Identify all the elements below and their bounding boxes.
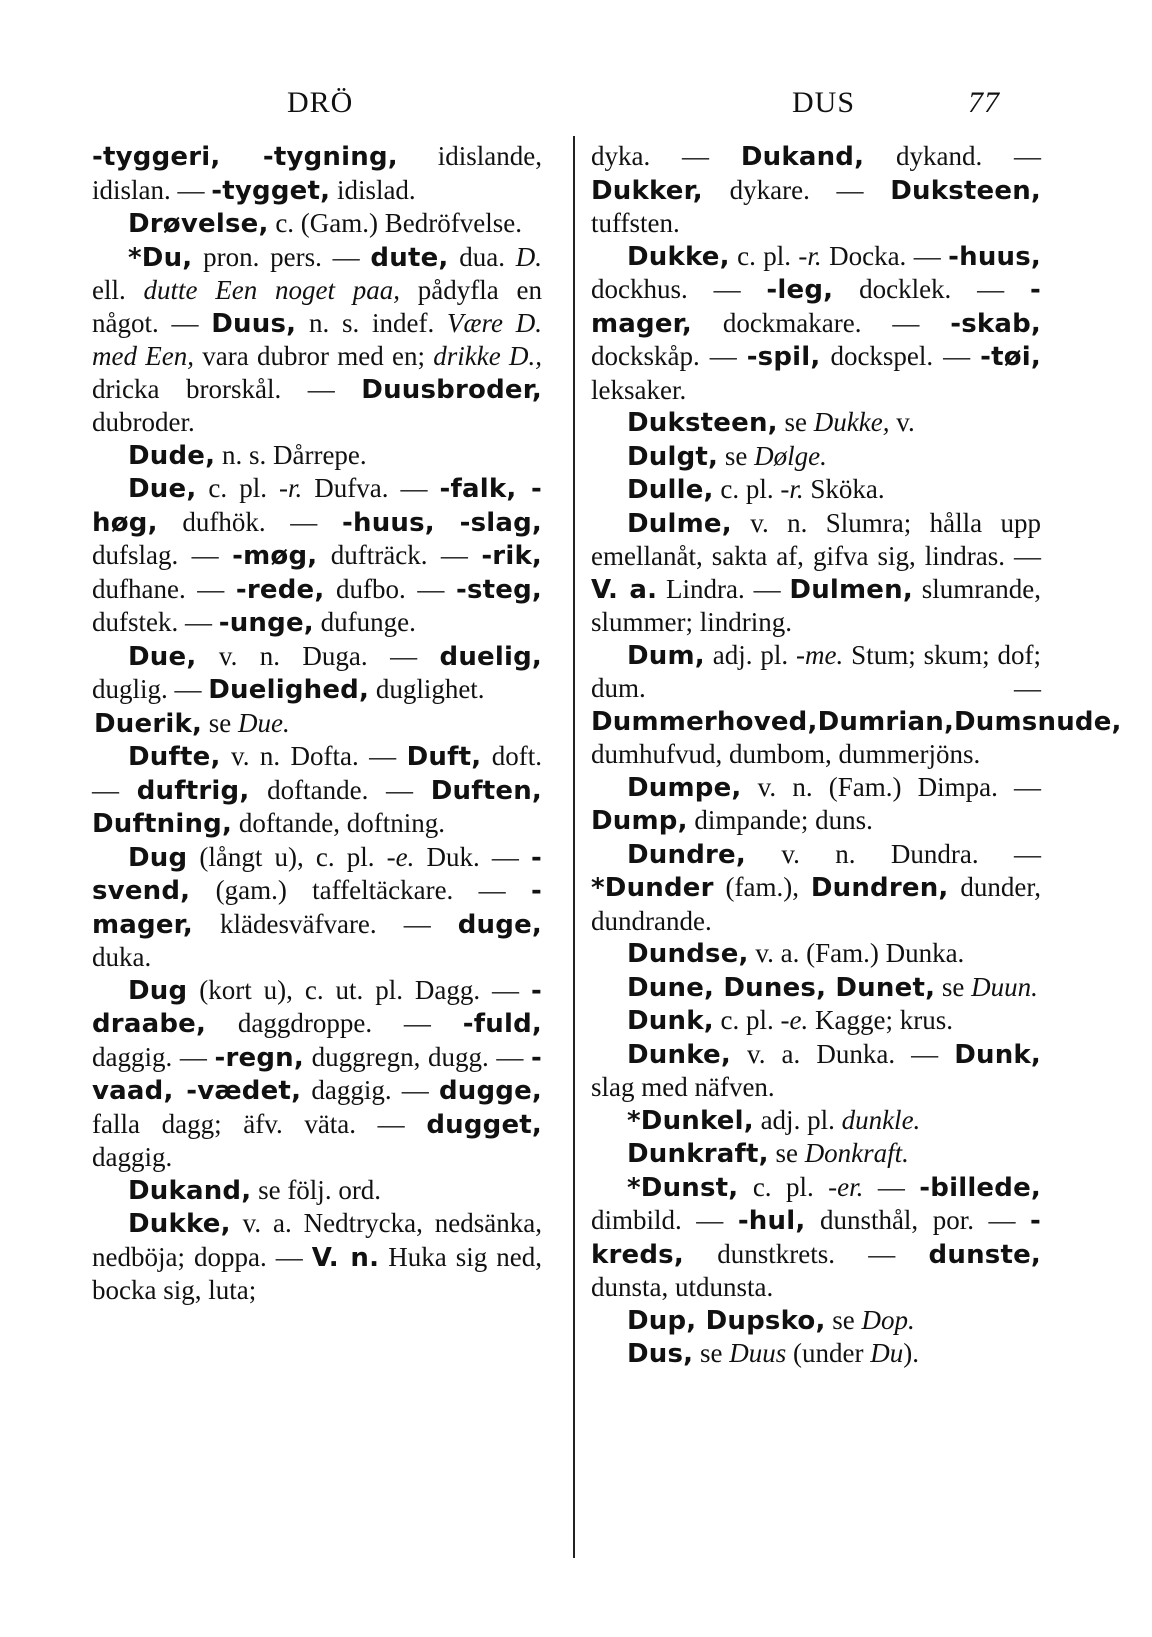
definition-text: se [768, 1138, 805, 1168]
definition-text: se [935, 971, 972, 1002]
definition-text: (fam.), [713, 872, 811, 902]
definition-text: falla dagg; äfv. väta. — [92, 1108, 427, 1139]
definition-text: dunsta, utdunsta. [591, 1272, 774, 1302]
italic-text: Dop. [861, 1304, 915, 1335]
definition-text: tuffsten. [591, 208, 680, 238]
headword: dunste, [928, 1239, 1041, 1270]
headword: -regn, [214, 1042, 304, 1073]
definition-text: (kort u), c. ut. pl. Dagg. — [187, 974, 531, 1005]
headword: -huus, [948, 241, 1041, 272]
headword: -rik, [481, 541, 543, 571]
dictionary-entry [92, 740, 542, 841]
headword: -rede, [235, 574, 325, 605]
italic-text: Dukke, [813, 407, 890, 437]
headword: Duelighed, [208, 675, 370, 705]
definition-text: Lindra. — [657, 573, 790, 604]
definition-text: dimbild. — [591, 1205, 738, 1235]
definition-text: v. n. Dundra. — [745, 838, 1041, 869]
definition-text: v. a. Dunka. — [730, 1038, 955, 1069]
headword: -falk, -høg, [92, 474, 542, 538]
headword: Dug [128, 975, 188, 1006]
headword: -huus, [342, 507, 435, 538]
definition-text: duglighet. [369, 674, 485, 704]
definition-text: n. s. indef. [296, 307, 447, 338]
headword: Dundren, [810, 873, 949, 903]
definition-text: ell. [92, 275, 144, 305]
headword: Dug [128, 842, 188, 873]
definition-text: v. n. Duga. — [196, 640, 440, 671]
headword: dute, [370, 242, 449, 273]
definition-text: v. a. Nedtrycka, nedsänka, nedböja; doppa. — [92, 1208, 542, 1272]
column-divider [573, 136, 575, 1558]
definition-text: dunsthål, por. — [805, 1205, 1031, 1235]
dictionary-entry [92, 707, 542, 741]
dictionary-entry [591, 1171, 1041, 1304]
dictionary-entry [92, 439, 542, 473]
headword: Dunke, [627, 1039, 731, 1070]
definition-text: v. n. Slumra; hålla upp emellanåt, sakta af, gifva sig, lindras. — [591, 507, 1041, 571]
dictionary-entry [92, 1207, 542, 1307]
definition-text: duggregn, dugg. — [303, 1041, 531, 1072]
definition-text: Duk. — [414, 841, 531, 872]
definition-text: v. [889, 407, 915, 437]
headword: -slag, [459, 507, 542, 538]
definition-text: (långt u), c. pl. [187, 841, 387, 872]
headword: -møg, [232, 541, 318, 571]
definition-text: leksaker. [591, 374, 687, 405]
column-right [591, 140, 1122, 1371]
headword: duge, [457, 909, 542, 940]
headword: Drøvelse, [128, 209, 269, 239]
headword: Duusbroder, [361, 374, 542, 405]
dictionary-entry [591, 507, 1041, 639]
italic-text: -r. [798, 240, 822, 271]
definition-text: duka. [92, 942, 152, 972]
dictionary-entry [591, 240, 1041, 407]
definition-text: c. (Gam.) Bedröfvelse. [268, 208, 522, 238]
italic-text: Være D. med Een, [92, 307, 542, 371]
headword: Duksteen, [890, 175, 1041, 206]
italic-text: D. [515, 241, 542, 272]
definition-text: se [825, 1304, 862, 1335]
definition-text: dufhök. — [157, 506, 342, 537]
running-head-right: DUS [792, 86, 856, 119]
definition-text: pådyfla en något. — [92, 275, 542, 338]
headword: -spil, [746, 342, 821, 372]
headword: Due, [128, 641, 197, 672]
italic-text: Du [870, 1338, 904, 1368]
headword: -leg, [766, 275, 834, 305]
definition-text: dumhufvud, dumbom, dummerjöns. [591, 739, 981, 769]
definition-text: dufunge. [313, 607, 416, 637]
definition-text: daggig. [92, 1142, 173, 1172]
headword: Dukker, [591, 175, 703, 206]
definition-text: duglig. — [92, 674, 209, 704]
definition-text: idislande, idislan. — [92, 141, 543, 205]
definition-text: dufhane. — [92, 573, 236, 604]
headword: duftrig, [136, 775, 250, 806]
headword: Duerik, [94, 708, 203, 739]
headword: -tyggeri, -tygning, [92, 142, 398, 172]
dictionary-entry [92, 140, 542, 207]
definition-text: Docka. — [821, 240, 949, 271]
definition-text: idislad. [330, 174, 416, 205]
headword: Dude, [128, 440, 216, 471]
headword: Dum, [627, 640, 705, 671]
headword: Dumpe, [627, 772, 742, 803]
headword: *Du, [128, 242, 193, 273]
definition-text [435, 507, 460, 537]
definition-text: se [693, 1338, 730, 1368]
dictionary-entry [92, 241, 542, 439]
headword: *Dunst, [627, 1172, 739, 1203]
definition-text: c. pl. [729, 240, 799, 271]
italic-text: Due. [238, 707, 290, 738]
italic-text: Donkraft. [804, 1138, 909, 1168]
definition-text: (gam.) taffeltäckare. — [190, 875, 531, 905]
dictionary-entry [92, 640, 542, 707]
headword: Dufte, [128, 742, 221, 772]
headword: -tygget, [211, 175, 331, 206]
definition-text: c. pl. [738, 1171, 829, 1202]
dictionary-entry [591, 406, 1041, 440]
headword: Dummerhoved,Dumrian,Dumsnude, [591, 706, 1122, 737]
headword: Dukke, [627, 241, 730, 272]
headword: -draabe, [92, 975, 542, 1039]
italic-text: dunkle. [841, 1104, 921, 1135]
definition-text: ). [903, 1338, 919, 1368]
definition-text: se [202, 707, 239, 738]
headword: Duft, [406, 742, 482, 772]
headword: -kreds, [591, 1206, 1042, 1270]
headword: Dulgt, [627, 441, 719, 472]
headword: Dulle, [627, 475, 714, 505]
definition-text: daggdroppe. — [206, 1008, 463, 1038]
definition-text: slumrande, slummer; lindring. [591, 573, 1041, 637]
italic-text: -er. [828, 1171, 864, 1202]
dictionary-entry [591, 1137, 1041, 1171]
dictionary-entry [591, 440, 1041, 474]
dictionary-entry [591, 1038, 1041, 1104]
definition-text: vara dubror med en; [193, 341, 434, 371]
definition-text: dockspel. — [820, 341, 981, 371]
definition-text: doftande, doftning. [232, 808, 446, 838]
definition-text: n. s. Dårrepe. [215, 439, 367, 470]
dictionary-entry [92, 207, 542, 241]
definition-text: Huka sig ned, bocka sig, luta; [92, 1241, 542, 1305]
page-number: 77 [968, 86, 1000, 119]
column-left [92, 140, 542, 1307]
definition-text: daggig. — [92, 1041, 215, 1072]
headword: duelig, [439, 641, 542, 672]
definition-text: dockmakare. — [691, 307, 951, 338]
headword: Dup, Dupsko, [627, 1305, 826, 1336]
definition-text: adj. pl. [753, 1104, 842, 1135]
headword: Dulme, [627, 508, 732, 539]
definition-text: v. n. (Fam.) Dimpa. — [741, 771, 1041, 802]
definition-text: dufstek. — [92, 607, 219, 637]
headword: Dunkraft, [627, 1139, 769, 1169]
headword: -unge, [218, 608, 314, 638]
headword: V. n. [311, 1242, 380, 1273]
definition-text: klädesväfvare. — [192, 908, 458, 939]
italic-text: -e. [386, 841, 415, 872]
definition-text: (under [786, 1338, 871, 1368]
headword: Duksteen, [627, 408, 778, 438]
definition-text: doftande. — [249, 774, 431, 805]
dictionary-entry [591, 838, 1041, 938]
definition-text: Stum; skum; dof; dum. — [591, 639, 1041, 703]
definition-text: dua. [448, 241, 516, 272]
definition-text: pron. pers. — [192, 241, 371, 272]
italic-text: dutte Een noget paa, [143, 275, 401, 305]
definition-text: dykare. — [702, 174, 891, 205]
definition-text: Sköka. [803, 474, 885, 504]
dictionary-entry [92, 1174, 542, 1208]
definition-text: doft. — [92, 741, 542, 805]
headword: *Dunkel, [627, 1105, 754, 1136]
headword: Dukke, [128, 1209, 231, 1239]
dictionary-entry [92, 974, 542, 1174]
definition-text: se [718, 440, 755, 471]
running-head-left: DRÖ [287, 86, 354, 119]
headword: *Dunder [591, 873, 714, 903]
dictionary-entry [591, 1104, 1041, 1138]
definition-text: dunstkrets. — [683, 1238, 929, 1269]
definition-text: dricka brorskål. — [92, 373, 362, 404]
italic-text: -r. [780, 474, 804, 504]
dictionary-entry [591, 473, 1041, 507]
italic-text: -me. [796, 639, 844, 670]
dictionary-entry [591, 1337, 1041, 1371]
definition-text: dockhus. — [591, 274, 767, 304]
dictionary-entry [591, 639, 1122, 771]
italic-text: -e. [780, 1005, 809, 1035]
definition-text: dufslag. — [92, 540, 233, 570]
definition-text: c. pl. [713, 1005, 781, 1035]
italic-text: -r. [278, 473, 303, 503]
definition-text: se följ. ord. [251, 1174, 382, 1205]
headword: V. a. [591, 574, 658, 605]
headword: -vaad, -vædet, [92, 1042, 542, 1106]
headword: Dukand, [740, 142, 865, 172]
definition-text: Kagge; krus. [808, 1005, 953, 1035]
italic-text: drikke D., [433, 341, 542, 371]
dictionary-entry [92, 841, 542, 974]
italic-text: Duus [729, 1338, 787, 1368]
headword: dugget, [426, 1109, 542, 1140]
definition-text: docklek. — [833, 274, 1030, 304]
headword: Dukand, [128, 1175, 252, 1206]
headword: Dundre, [627, 839, 746, 870]
headword: -svend, [92, 842, 542, 906]
definition-text: daggig. — [301, 1075, 439, 1105]
definition-text: dunder, dundrande. [591, 872, 1041, 936]
headword: -billede, [919, 1172, 1041, 1203]
headword: Dump, [591, 806, 688, 836]
definition-text: c. pl. [196, 473, 279, 503]
headword: -tøi, [980, 342, 1041, 372]
headword: -steg, [455, 574, 542, 605]
italic-text: Dølge. [754, 440, 827, 471]
definition-text: dyka. — [591, 141, 741, 171]
headword: Duus, [211, 308, 297, 339]
dictionary-entry [591, 1004, 1041, 1038]
headword: -fuld, [462, 1009, 542, 1039]
headword: Duften, Duftning, [92, 775, 543, 839]
italic-text: Duun. [971, 971, 1038, 1002]
headword: Dune, Dunes, Dunet, [627, 972, 936, 1003]
definition-text: dubroder. [92, 407, 195, 437]
headword: -skab, [950, 308, 1041, 339]
headword: Dus, [627, 1339, 694, 1369]
dictionary-entry [92, 472, 542, 640]
dictionary-entry [591, 971, 1041, 1005]
definition-text: dimpande; duns. [687, 805, 873, 835]
definition-text: v. n. Dofta. — [220, 741, 407, 771]
definition-text: v. a. (Fam.) Dunka. [748, 938, 965, 968]
definition-text: dufbo. — [324, 573, 456, 604]
headword: Dunk, [627, 1006, 714, 1036]
definition-text: dykand. — [864, 141, 1042, 171]
headword: Dulmen, [789, 574, 913, 605]
definition-text: adj. pl. [704, 639, 797, 670]
definition-text: — [863, 1171, 920, 1202]
definition-text: dufträck. — [317, 540, 482, 570]
headword: Dundse, [627, 939, 749, 969]
definition-text: dockskåp. — [591, 341, 747, 371]
headword: -hul, [737, 1206, 806, 1236]
headword: dugge, [438, 1076, 542, 1106]
headword: -mager, [591, 275, 1041, 339]
definition-text: Dufva. — [302, 473, 440, 503]
headword: -mager, [92, 876, 542, 940]
headword: Due, [128, 474, 197, 504]
definition-text: slag med näfven. [591, 1072, 775, 1102]
headword: Dunk, [954, 1039, 1041, 1070]
dictionary-entry [591, 1304, 1041, 1338]
definition-text: c. pl. [713, 474, 781, 504]
dictionary-entry [591, 140, 1041, 240]
dictionary-entry [591, 771, 1041, 838]
definition-text: se [777, 407, 814, 437]
dictionary-entry [591, 937, 1041, 971]
